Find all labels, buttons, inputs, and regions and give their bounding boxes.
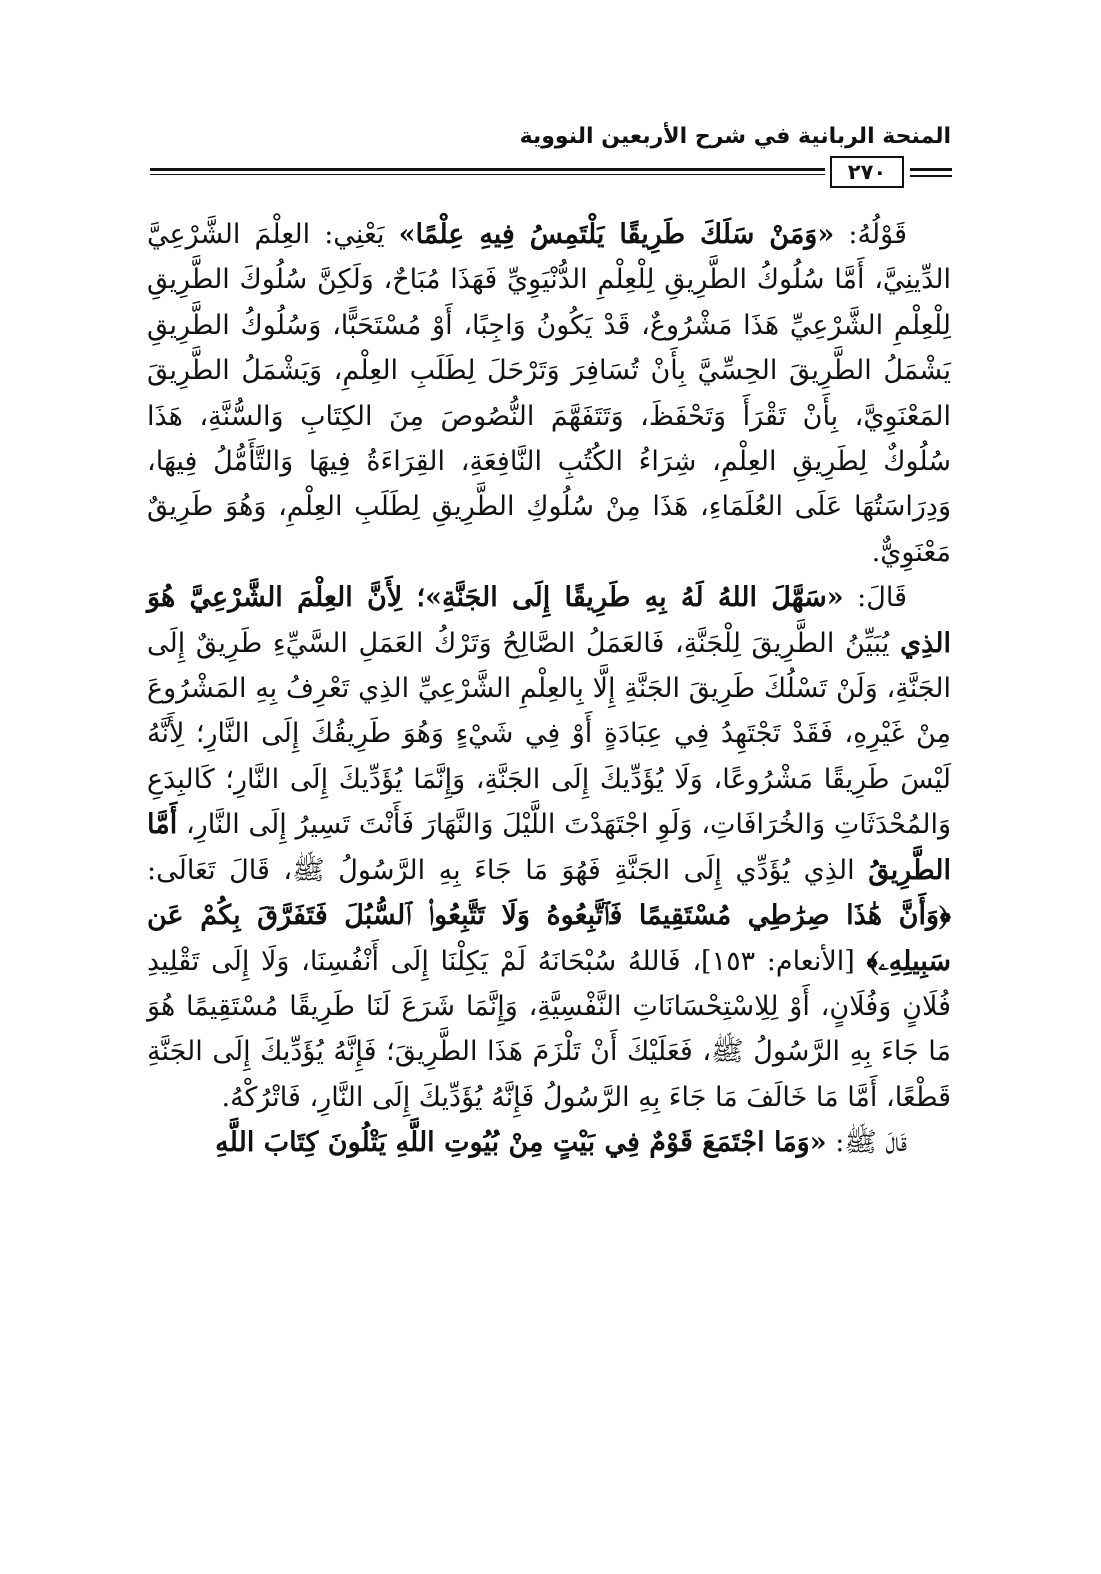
text-segment: يَعْنِي: العِلْمَ الشَّرْعِيَّ الدِّينِيَّ، أَمَّا سُلُوكُ الطَّرِيقِ لِلْعِلْمِ الدُّنْيَوِيِّ فَهَذَا مُبَاحٌ، وَلَكِنَّ سُلُوكَ الطَّرِيقِ لِلْعِلْمِ الشَّرْعِيِّ هَذَا مَشْرُوعٌ، قَدْ يَكُونُ وَاجِبًا، أَوْ مُسْتَحَبًّا، وَسُلُوكُ الطَّرِيقِ يَشْمَلُ الطَّرِيقَ الحِسِّيَّ بِأَنْ تُسَافِرَ وَتَرْحَلَ لِطَلَبِ العِلْمِ، وَيَشْمَلُ الطَّرِيقَ المَعْنَوِيَّ، بِأَنْ تَقْرَأَ وَتَحْفَظَ، وَتَتَفَهَّمَ النُّصُوصَ مِنَ الكِتَابِ وَالسُّنَّةِ، هَذَا سُلُوكٌ لِطَرِيقِ العِلْمِ، شِرَاءُ الكُتُبِ النَّافِعَةِ، القِرَاءَةُ فِيهَا وَالتَّأَمُّلُ فِيهَا، وَدِرَاسَتُهَا عَلَى العُلَمَاءِ، هَذَا مِنْ سُلُوكِ الطَّرِيقِ لِطَلَبِ العِلْمِ، وَهُوَ طَرِيقٌ مَعْنَوِيٌّ. [147, 219, 951, 568]
text-segment: يُبَيِّنُ الطَّرِيقَ لِلْجَنَّةِ، فَالعَمَلُ الصَّالِحُ وَتَرْكُ العَمَلِ السَّيِّءِ طَرِيقٌ إِلَى الجَنَّةِ، وَلَنْ تَسْلُكَ طَرِيقَ الجَنَّةِ إِلَّا بِالعِلْمِ الشَّرْعِيِّ الذِي تَعْرِفُ بِهِ المَشْرُوعَ مِنْ غَيْرِهِ، فَقَدْ تَجْتَهِدُ فِي عِبَادَةٍ أَوْ فِي شَيْءٍ وَهُوَ طَرِيقُكَ إِلَى النَّارِ؛ لِأَنَّهُ لَيْسَ طَرِيقًا مَشْرُوعًا، وَلَا يُؤَدِّيكَ إِلَى الجَنَّةِ، وَإِنَّمَا يُؤَدِّيكَ إِلَى النَّارِ؛ كَالبِدَعِ وَالمُحْدَثَاتِ وَالخُرَافَاتِ، وَلَوِ اجْتَهَدْتَ اللَّيْلَ وَالنَّهَارَ فَأَنْتَ تَسِيرُ إِلَى النَّارِ، [147, 627, 951, 841]
page-number: ٢٧٠ [830, 156, 904, 188]
paragraph [147, 1120, 951, 1165]
paragraph [147, 575, 951, 1120]
emphasis-text: ؛ لِأَنَّ العِلْمَ الشَّرْعِيَّ هُوَ الذِي [147, 582, 951, 659]
text-segment: [الأنعام: ١٥٣]، فَاللهُ سُبْحَانَهُ لَمْ يَكِلْنَا إِلَى أَنْفُسِنَا، وَلَا إِلَى تَقْلِيدِ فُلَانٍ وَفُلَانٍ، أَوْ لِلِاسْتِحْسَانَاتِ النَّفْسِيَّةِ، وَإِنَّمَا شَرَعَ لَنَا طَرِيقًا مُسْتَقِيمًا هُوَ مَا جَاءَ بِهِ الرَّسُولُ ﷺ، فَعَلَيْكَ أَنْ تَلْزَمَ هَذَا الطَّرِيقَ؛ فَإِنَّهُ يُؤَدِّيكَ إِلَى الجَنَّةِ قَطْعًا، أَمَّا مَا خَالَفَ مَا جَاءَ بِهِ الرَّسُولُ فَإِنَّهُ يُؤَدِّيكَ إِلَى النَّارِ، فَاتْرُكْهُ. [147, 945, 951, 1113]
hadith-quote: «وَمَنْ سَلَكَ طَرِيقًا يَلْتَمِسُ فِيهِ عِلْمًا» [398, 219, 835, 250]
header-rule-short-bottom [910, 175, 952, 177]
emphasis-text: أَمَّا الطَّرِيقُ [147, 809, 951, 886]
hadith-quote: «وَمَا اجْتَمَعَ قَوْمٌ فِي بَيْتٍ مِنْ بُيُوتِ اللَّهِ يَتْلُونَ كِتَابَ اللَّهِ [215, 1127, 827, 1159]
header-rule-thick [150, 168, 825, 171]
hadith-quote: «سَهَّلَ اللهُ لَهُ بِهِ طَرِيقًا إِلَى الجَنَّةِ» [425, 582, 844, 614]
running-title: المنحة الربانية في شرح الأربعين النووية [519, 124, 951, 149]
text-segment: قَوْلُهُ: [834, 219, 908, 250]
body-text [147, 212, 951, 1166]
text-segment: الذِي يُؤَدِّي إِلَى الجَنَّةِ فَهُوَ مَا جَاءَ بِهِ الرَّسُولُ ﷺ، قَالَ تَعَالَى: [147, 854, 869, 886]
paragraph [147, 212, 951, 575]
text-segment: قَالَ: [843, 582, 907, 614]
quran-verse: ﴿وَأَنَّ هَٰذَا صِرَٰطِي مُسْتَقِيمًا فَٱتَّبِعُوهُ وَلَا تَتَّبِعُوا۟ ٱلسُّبُلَ فَتَفَرَّقَ بِكُمْ عَن سَبِيلِهِۦ﴾ [147, 900, 952, 977]
text-segment: قَالَ ﷺ: [826, 1127, 907, 1159]
header-rule-short-top [910, 168, 952, 171]
header-rule-thin [150, 174, 825, 175]
